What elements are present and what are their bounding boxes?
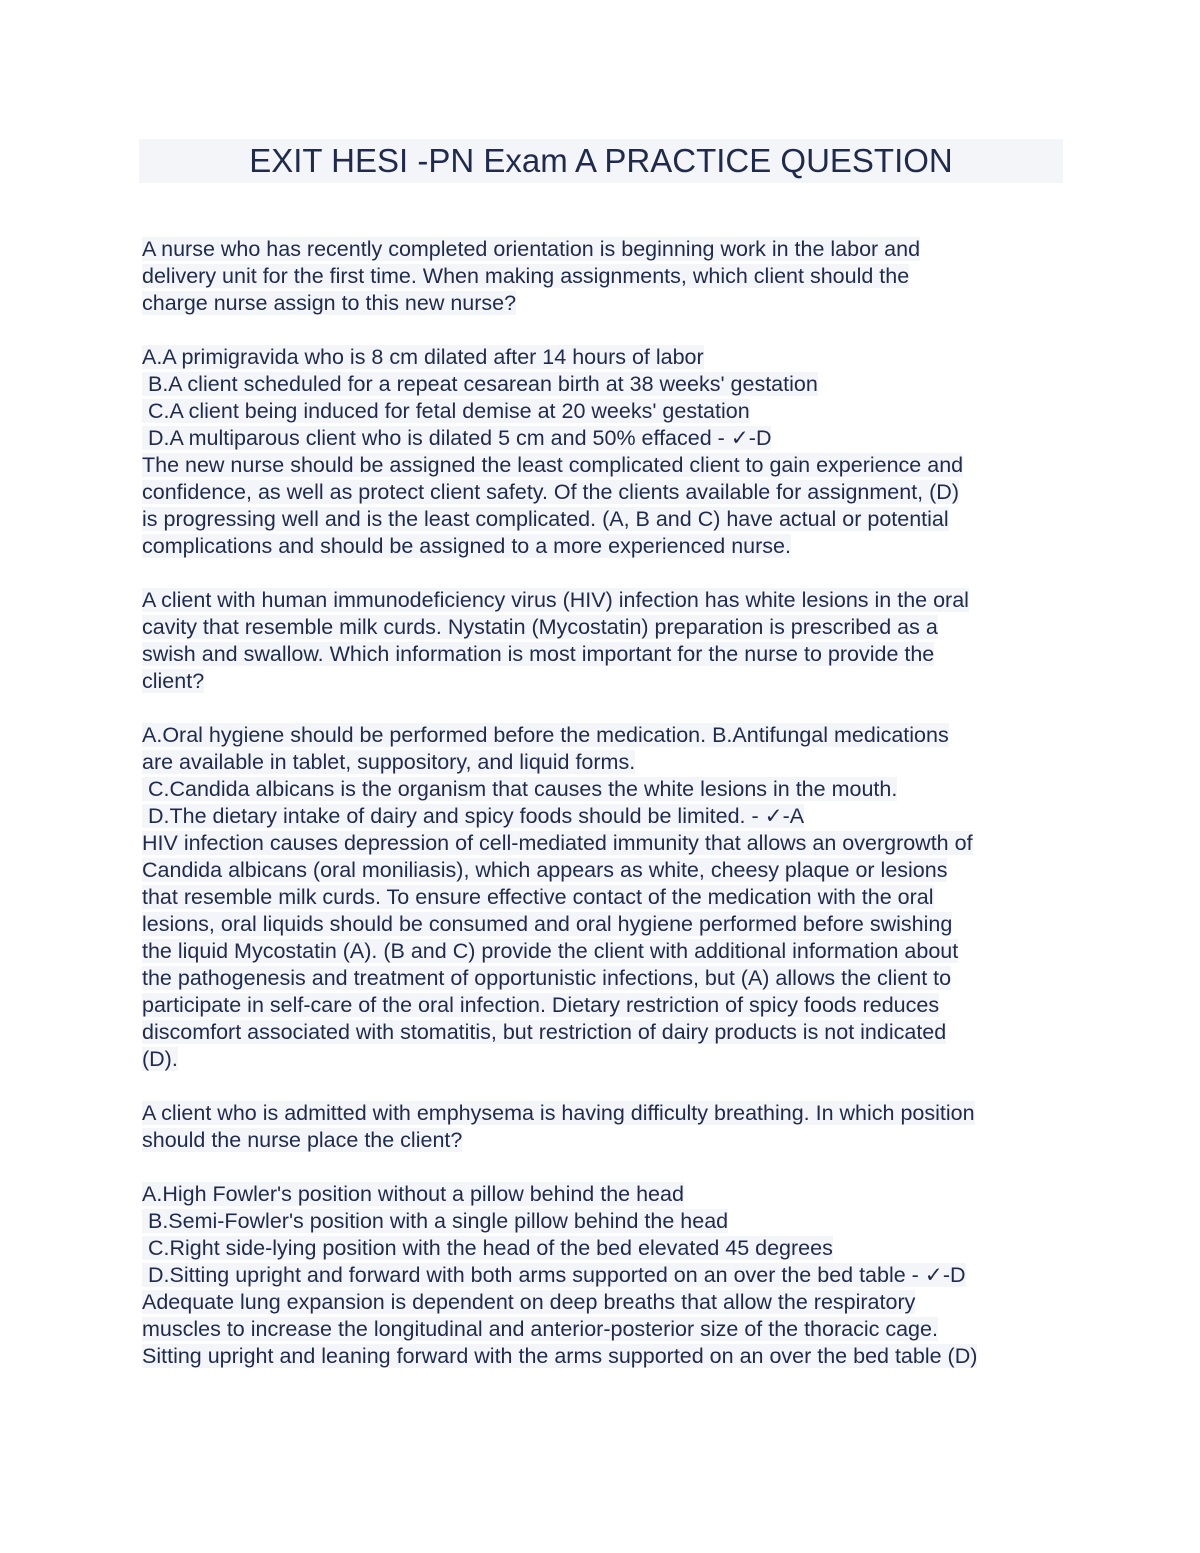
answer-option: C.Right side-lying position with the head of the bed elevated 45 degrees [142,1236,833,1260]
rationale-line: discomfort associated with stomatitis, but restriction of dairy products is not indicated [142,1020,947,1044]
question-3 [142,1100,1072,1370]
stem-line: charge nurse assign to this new nurse? [142,291,517,315]
rationale [142,452,1072,560]
answer-option: A.High Fowler's position without a pillow behind the head [142,1182,684,1206]
rationale [142,830,1072,1073]
stem-line: A client with human immunodeficiency virus (HIV) infection has white lesions in the oral [142,588,969,612]
question-stem [142,587,1072,695]
rationale-line: (D). [142,1047,178,1071]
answer-option: D.Sitting upright and forward with both arms supported on an over the bed table - ✓-D [142,1263,966,1287]
question-stem [142,1100,1072,1154]
answer-option: B.Semi-Fowler's position with a single pillow behind the head [142,1209,729,1233]
answer-option: D.The dietary intake of dairy and spicy foods should be limited. - ✓-A [142,804,805,828]
paragraph-gap [142,1154,1072,1181]
paragraph-gap [142,317,1072,344]
answer-option: D.A multiparous client who is dilated 5 cm and 50% effaced - ✓-D [142,426,772,450]
paragraph-gap [142,695,1072,722]
rationale-line: complications and should be assigned to a more experienced nurse. [142,534,791,558]
stem-line: delivery unit for the first time. When making assignments, which client should the [142,264,910,288]
rationale-line: participate in self-care of the oral infection. Dietary restriction of spicy foods reduces [142,993,940,1017]
question-stem [142,236,1072,317]
rationale-line: muscles to increase the longitudinal and anterior-posterior size of the thoracic cage. [142,1317,938,1341]
answer-option: A.A primigravida who is 8 cm dilated after 14 hours of labor [142,345,704,369]
rationale-line: Adequate lung expansion is dependent on deep breaths that allow the respiratory [142,1290,916,1314]
answer-options [142,344,1072,452]
rationale-line: the pathogenesis and treatment of opportunistic infections, but (A) allows the client to [142,966,952,990]
rationale-line: confidence, as well as protect client safety. Of the clients available for assignment, (D) [142,480,959,504]
rationale-line: that resemble milk curds. To ensure effective contact of the medication with the oral [142,885,934,909]
answer-options [142,1181,1072,1289]
answer-option: A.Oral hygiene should be performed before the medication. B.Antifungal medications [142,723,949,747]
stem-line: cavity that resemble milk curds. Nystatin (Mycostatin) preparation is prescribed as a [142,615,938,639]
answer-option: B.A client scheduled for a repeat cesarean birth at 38 weeks' gestation [142,372,818,396]
rationale-line: the liquid Mycostatin (A). (B and C) provide the client with additional information about [142,939,959,963]
stem-line: client? [142,669,205,693]
rationale-line: Candida albicans (oral moniliasis), which appears as white, cheesy plaque or lesions [142,858,948,882]
rationale [142,1289,1072,1370]
stem-line: A client who is admitted with emphysema is having difficulty breathing. In which position [142,1101,975,1125]
paragraph-gap [142,1073,1072,1100]
paragraph-gap [142,560,1072,587]
rationale-line: HIV infection causes depression of cell-mediated immunity that allows an overgrowth of [142,831,973,855]
answer-option: C.A client being induced for fetal demise at 20 weeks' gestation [142,399,750,423]
rationale-line: lesions, oral liquids should be consumed and oral hygiene performed before swishing [142,912,953,936]
question-1 [142,236,1072,560]
page-title: EXIT HESI -PN Exam A PRACTICE QUESTION [249,142,953,179]
rationale-line: Sitting upright and leaning forward with the arms supported on an over the bed table (D) [142,1344,978,1368]
stem-line: A nurse who has recently completed orientation is beginning work in the labor and [142,237,921,261]
question-2 [142,587,1072,1073]
document-body [142,236,1072,1370]
answer-options [142,722,1072,830]
rationale-line: The new nurse should be assigned the least complicated client to gain experience and [142,453,964,477]
answer-option: are available in tablet, suppository, and liquid forms. [142,750,636,774]
stem-line: should the nurse place the client? [142,1128,463,1152]
stem-line: swish and swallow. Which information is most important for the nurse to provide the [142,642,935,666]
rationale-line: is progressing well and is the least complicated. (A, B and C) have actual or potential [142,507,949,531]
answer-option: C.Candida albicans is the organism that causes the white lesions in the mouth. [142,777,898,801]
